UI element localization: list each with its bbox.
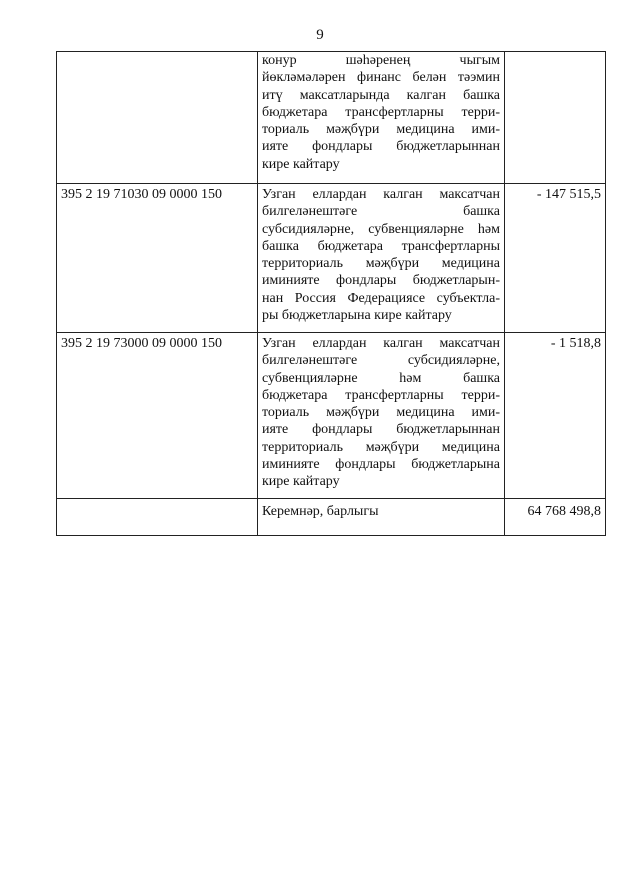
amount-cell: - 147 515,5 (505, 184, 606, 333)
description-line: кире кайтару (262, 474, 340, 490)
description-line: территориаль мәҗбүри медицина (262, 256, 500, 272)
description-line: ры бюджетларына кире кайтару (262, 308, 452, 324)
classification-code-cell (57, 52, 258, 184)
description-line: Узган еллардан калган максатчан (262, 336, 500, 351)
description-line: бюджетара трансфертларны терри- (262, 104, 500, 120)
classification-code-cell: 395 2 19 73000 09 0000 150 (57, 333, 258, 499)
table-row-total (57, 499, 606, 536)
page-number: 9 (316, 27, 324, 43)
total-label-cell (258, 499, 505, 536)
description-line: ториаль мәҗбүри медицина ими- (262, 122, 500, 138)
total-label: Керемнәр, барлыгы (262, 504, 379, 519)
description-line: ториаль мәҗбүри медицина ими- (262, 405, 500, 421)
description-line: иминияте фондлары бюджетларына (262, 457, 500, 473)
budget-revenue-table (56, 51, 606, 536)
description-line: иминияте фондлары бюджетларын- (262, 273, 500, 289)
description-line: итү максатларында калган башка (262, 87, 500, 103)
description-line: кире кайтару (262, 156, 340, 172)
classification-code-cell (57, 499, 258, 536)
table-row (57, 333, 606, 499)
description-line: ияте фондлары бюджетларыннан (262, 139, 500, 155)
description-line: билгеләнештәге субсидияләрне, (262, 353, 500, 369)
total-amount-cell: 64 768 498,8 (505, 499, 606, 536)
description-line: конур шәһәренең чыгым (262, 53, 500, 68)
description-line: башка бюджетара трансфертларны (262, 238, 500, 254)
description-cell (258, 52, 505, 184)
description-line: территориаль мәҗбүри медицина (262, 439, 500, 455)
description-line: Узган еллардан калган максатчан (262, 187, 500, 202)
description-cell (258, 184, 505, 333)
classification-code-cell: 395 2 19 71030 09 0000 150 (57, 184, 258, 333)
description-line: субвенцияләрне һәм башка (262, 370, 500, 386)
table-row (57, 184, 606, 333)
description-cell (258, 333, 505, 499)
description-line: нан Россия Федерациясе субъектла- (262, 290, 500, 306)
description-line: субсидияләрне, субвенцияләрне һәм (262, 221, 500, 237)
description-line: бюджетара трансфертларны терри- (262, 387, 500, 403)
table-row (57, 52, 606, 184)
description-line: билгеләнештәге башка (262, 204, 500, 220)
description-line: йөкләмәләрен финанс белән тәэмин (262, 70, 500, 86)
amount-cell (505, 52, 606, 184)
amount-cell: - 1 518,8 (505, 333, 606, 499)
description-line: ияте фондлары бюджетларыннан (262, 422, 500, 438)
